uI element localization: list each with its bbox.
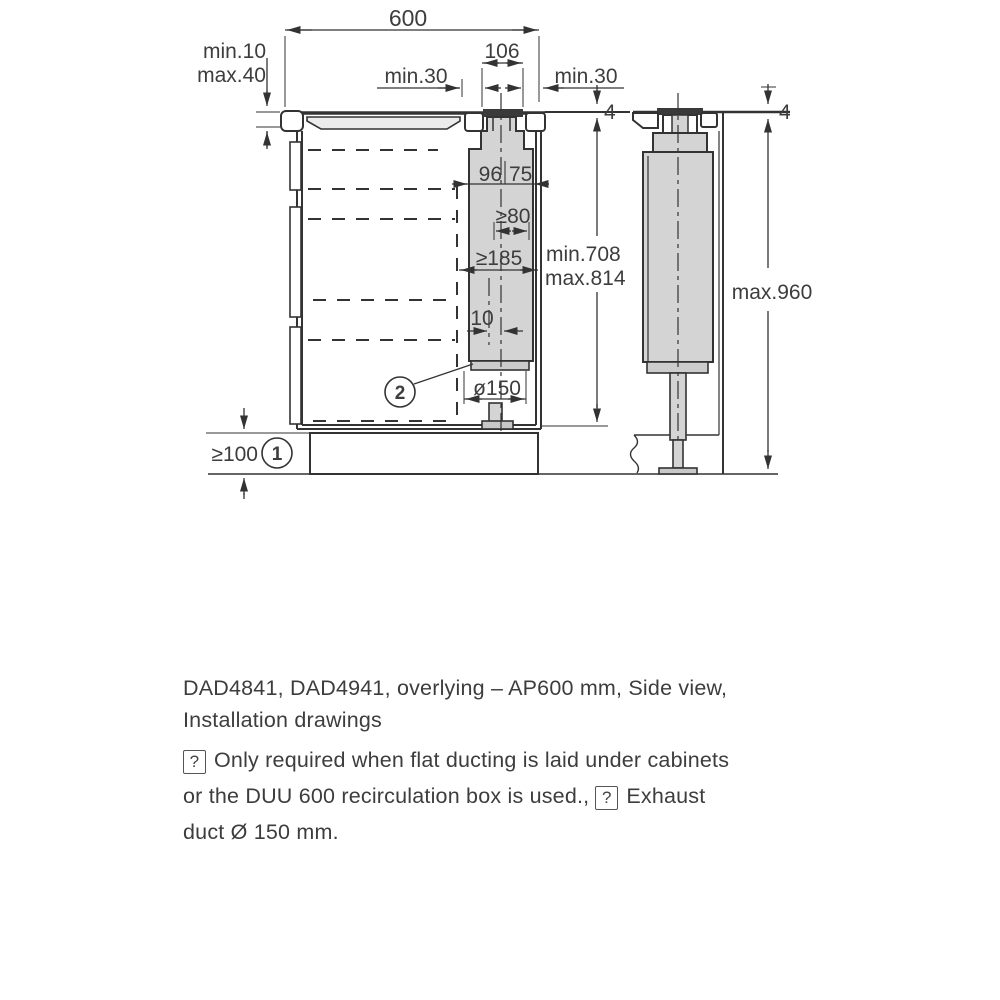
cooktop-section <box>483 109 523 117</box>
footnote-text-2a: or the DUU 600 recirculation box is used., <box>183 784 590 808</box>
callout-2-number: 2 <box>394 383 406 404</box>
label-min30-right: min.30 <box>554 65 618 88</box>
right-trim <box>701 113 717 127</box>
label-10: 10 <box>470 307 494 330</box>
wall-panel <box>719 113 723 474</box>
label-106: 106 <box>484 40 520 63</box>
label-ge100: ≥100 <box>211 443 258 466</box>
label-600: 600 <box>388 5 428 31</box>
dim-4-right <box>761 84 776 104</box>
label-4-right: 4 <box>779 101 791 124</box>
label-max40: max.40 <box>197 64 266 87</box>
footnote-line-2 <box>183 778 863 814</box>
label-4-left: 4 <box>604 101 616 124</box>
figure-footnote <box>183 742 863 850</box>
label-96: 96 <box>478 163 502 186</box>
dim-106 <box>482 63 523 107</box>
footnote-text-3: duct Ø 150 mm. <box>183 820 339 844</box>
duct-foot-base <box>482 421 513 429</box>
label-75: 75 <box>509 163 533 186</box>
label-min708: min.708 <box>546 243 621 266</box>
right-dimensions <box>761 84 776 469</box>
label-max814: max.814 <box>545 267 626 290</box>
callout-1-number: 1 <box>271 444 283 465</box>
duct-collar <box>471 361 529 370</box>
footnote-line-1 <box>183 742 863 778</box>
footnote-text-2b: Exhaust <box>626 784 706 808</box>
worktop <box>281 109 630 131</box>
pipe-foot <box>659 468 697 474</box>
label-dia150: ø150 <box>473 377 521 400</box>
caption-line-1: DAD4841, DAD4941, overlying – AP600 mm, Side view, <box>183 676 728 700</box>
callout-1 <box>262 438 292 468</box>
label-ge80: ≥80 <box>495 205 531 228</box>
plinth <box>310 433 538 474</box>
footnote-line-3 <box>183 814 863 850</box>
footnote-text-1: Only required when flat ducting is laid under cabinets <box>214 748 730 772</box>
door-fronts <box>290 142 301 424</box>
label-min10: min.10 <box>202 40 266 63</box>
shelf-dashed-lines <box>308 150 455 421</box>
left-trim-wedge <box>633 113 658 128</box>
label-ge185: ≥185 <box>475 247 523 270</box>
callout-2 <box>385 364 473 407</box>
caption-line-2: Installation drawings <box>183 708 383 732</box>
figure-caption <box>183 672 863 736</box>
label-min30-left: min.30 <box>384 65 448 88</box>
cooktop-section-right <box>657 108 703 115</box>
label-max960: max.960 <box>731 281 813 304</box>
footnote-marker-1: ? <box>183 750 206 774</box>
duct-foot-stem <box>489 403 502 422</box>
footnote-marker-2: ? <box>595 786 618 810</box>
